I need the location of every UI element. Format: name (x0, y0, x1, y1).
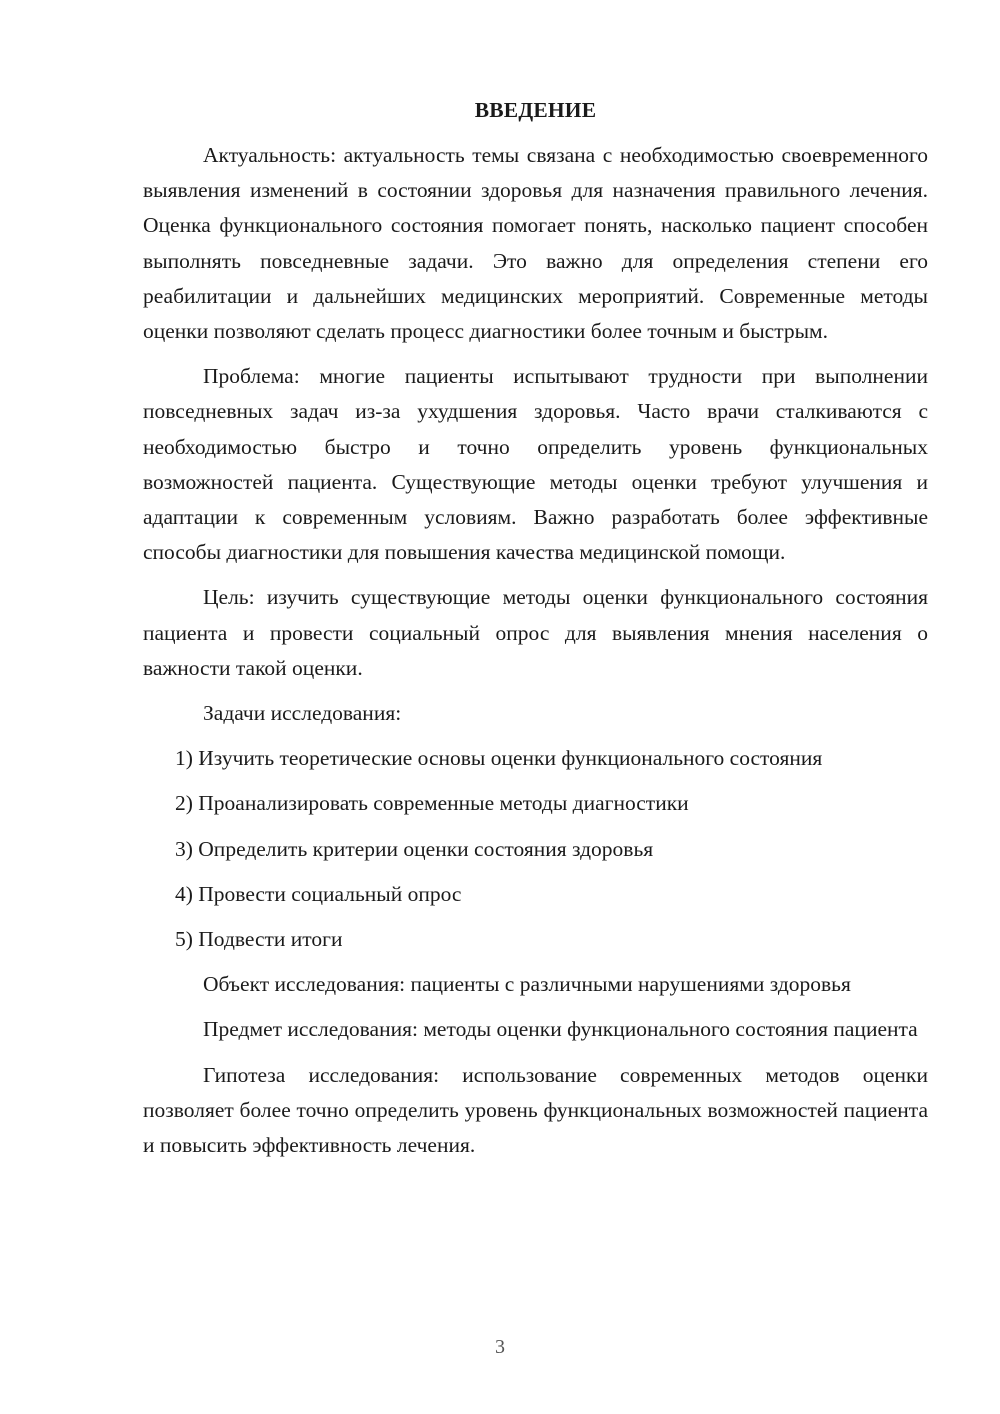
page-title: ВВЕДЕНИЕ (474, 98, 597, 122)
task-item-4: 4) Провести социальный опрос (175, 881, 462, 906)
paragraph-subject: Предмет исследования: методы оценки функционального состояния пациента (203, 1017, 918, 1042)
task-item-5: 5) Подвести итоги (175, 927, 343, 952)
paragraph-goal: Цель: изучить существующие методы оценки функционального состояния пациента и провести социальный опрос для выявления мнения населения о важности такой оценки. (143, 585, 928, 680)
page-number: 3 (495, 1336, 505, 1358)
paragraph-relevance: Актуальность: актуальность темы связана с необходимостью своевременного выявления изменений в состоянии здоровья для назначения правильного лечения. Оценка функционального состояния помогает понять, насколько пациент способен выполнять повседневные задачи. Это важно для определения степени его реабилитации и дальнейших медицинских мероприятий. Современные методы оценки позволяют сделать процесс диагностики более точным и быстрым. (143, 143, 928, 344)
task-item-3: 3) Определить критерии оценки состояния здоровья (175, 836, 654, 861)
page-content (143, 93, 928, 1173)
task-item-1: 1) Изучить теоретические основы оценки функционального состояния (175, 746, 823, 771)
tasks-title: Задачи исследования: (203, 701, 402, 726)
paragraph-hypothesis: Гипотеза исследования: использование современных методов оценки позволяет более точно определить уровень функциональных возможностей пациента и повысить эффективность лечения. (143, 1062, 928, 1158)
paragraph-problem: Проблема: многие пациенты испытывают трудности при выполнении повседневных задач из-за ухудшения здоровья. Часто врачи сталкиваются с необходимостью быстро и точно определить уровень функциональных возможностей пациента. Существующие методы оценки требуют улучшения и адаптации к современным условиям. Важно разработать более эффективные способы диагностики для повышения качества медицинской помощи. (143, 364, 928, 565)
paragraph-object: Объект исследования: пациенты с различными нарушениями здоровья (203, 972, 851, 997)
tasks-list (143, 741, 928, 957)
task-item-2: 2) Проанализировать современные методы диагностики (175, 791, 689, 816)
